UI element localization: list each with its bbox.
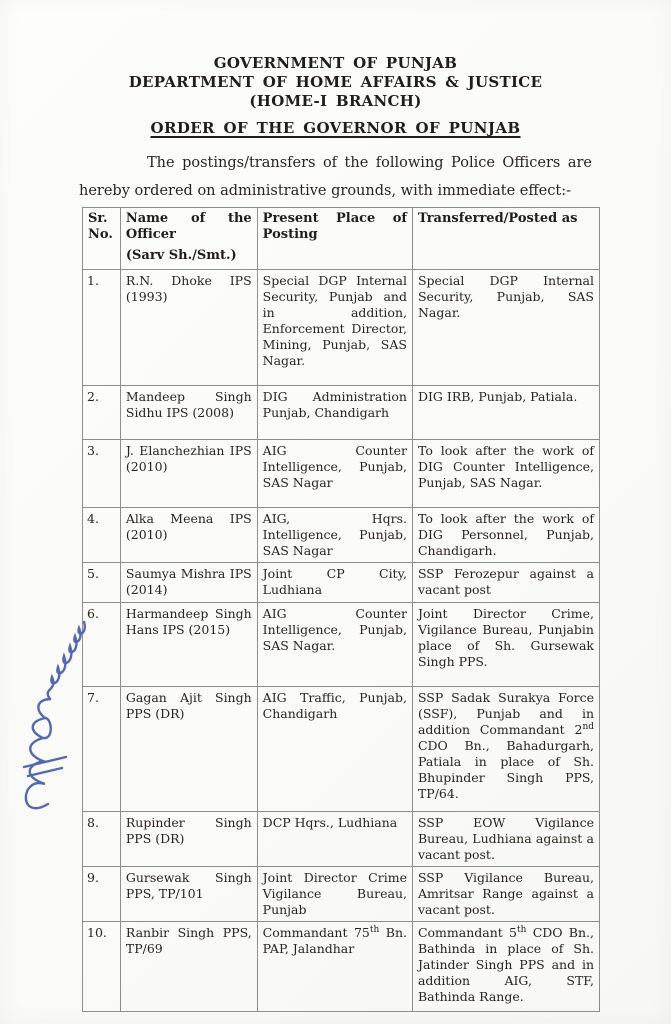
sr-no-cell: 10. xyxy=(83,922,121,1012)
present-posting-cell: DCP Hqrs., Ludhiana xyxy=(257,812,412,867)
officer-name-cell: Ranbir Singh PPS, TP/69 xyxy=(120,922,257,1012)
transferred-posted-cell: SSP EOW Vigilance Bureau, Ludhiana against a vacant post. xyxy=(412,812,599,867)
transferred-posted-cell: SSP Vigilance Bureau, Amritsar Range against a vacant post. xyxy=(412,867,599,922)
transferred-posted-cell: Joint Director Crime, Vigilance Bureau, Punjabin place of Sh. Gursewak Singh PPS. xyxy=(412,603,599,687)
present-posting-cell: AIG Counter Intelligence, Punjab, SAS Nagar xyxy=(257,440,412,508)
officer-name-cell: Alka Meena IPS (2010) xyxy=(120,508,257,563)
header-officer-name-subheader: (Sarv Sh./Smt.) xyxy=(125,248,237,263)
header-present-posting: Present Place of Posting xyxy=(257,208,412,270)
table-row xyxy=(83,563,600,603)
officer-name-cell: Gursewak Singh PPS, TP/101 xyxy=(120,867,257,922)
table-row xyxy=(83,603,600,687)
sr-no-cell: 2. xyxy=(83,386,121,440)
officer-name-cell: Saumya Mishra IPS (2014) xyxy=(120,563,257,603)
table-row xyxy=(83,687,600,812)
department-title: DEPARTMENT OF HOME AFFAIRS & JUSTICE xyxy=(128,73,543,91)
transfer-table-body xyxy=(83,270,600,1012)
sr-no-cell: 3. xyxy=(83,440,121,508)
table-row xyxy=(83,922,600,1012)
present-posting-cell: DIG Administration Punjab, Chandigarh xyxy=(257,386,412,440)
present-posting-cell: Special DGP Internal Security, Punjab and in addition, Enforcement Director, Mining, Punjab, SAS Nagar. xyxy=(257,270,412,386)
table-row xyxy=(83,386,600,440)
present-posting-cell: AIG, Hqrs. Intelligence, Punjab, SAS Nagar xyxy=(257,508,412,563)
transferred-posted-cell: DIG IRB, Punjab, Patiala. xyxy=(412,386,599,440)
table-row xyxy=(83,812,600,867)
header-officer-name xyxy=(120,208,257,270)
header-officer-name-label: Name of the Officer xyxy=(125,211,252,242)
officer-name-cell: J. Elanchezhian IPS (2010) xyxy=(120,440,257,508)
sr-no-cell: 6. xyxy=(83,603,121,687)
sr-no-cell: 5. xyxy=(83,563,121,603)
transfer-table xyxy=(82,207,600,1012)
present-posting-cell: Commandant 75th Bn. PAP, Jalandhar xyxy=(257,922,412,1012)
transferred-posted-cell: SSP Ferozepur against a vacant post xyxy=(412,563,599,603)
transferred-posted-cell: Commandant 5th CDO Bn., Bathinda in place of Sh. Jatinder Singh PPS and in addition AIG, STF, Bathinda Range. xyxy=(412,922,599,1012)
header-transferred-posted: Transferred/Posted as xyxy=(412,208,599,270)
present-posting-cell: AIG Traffic, Punjab, Chandigarh xyxy=(257,687,412,812)
table-row xyxy=(83,508,600,563)
order-title: ORDER OF THE GOVERNOR OF PUNJAB xyxy=(150,119,521,137)
branch-title: (HOME-I BRANCH) xyxy=(249,92,422,110)
transferred-posted-cell: To look after the work of DIG Personnel, Punjab, Chandigarh. xyxy=(412,508,599,563)
present-posting-cell: Joint CP City, Ludhiana xyxy=(257,563,412,603)
intro-paragraph: The postings/transfers of the following Police Officers are hereby ordered on administrative grounds, with immediate effect:- xyxy=(79,155,592,199)
sr-no-cell: 7. xyxy=(83,687,121,812)
officer-name-cell: Mandeep Singh Sidhu IPS (2008) xyxy=(120,386,257,440)
officer-name-cell: Harmandeep Singh Hans IPS (2015) xyxy=(120,603,257,687)
document-header xyxy=(0,0,671,137)
sr-no-cell: 4. xyxy=(83,508,121,563)
present-posting-cell: Joint Director Crime Vigilance Bureau, Punjab xyxy=(257,867,412,922)
officer-name-cell: Rupinder Singh PPS (DR) xyxy=(120,812,257,867)
government-title: GOVERNMENT OF PUNJAB xyxy=(213,54,458,72)
officer-name-cell: R.N. Dhoke IPS (1993) xyxy=(120,270,257,386)
table-row xyxy=(83,867,600,922)
transferred-posted-cell: Special DGP Internal Security, Punjab, SAS Nagar. xyxy=(412,270,599,386)
present-posting-cell: AIG Counter Intelligence, Punjab, SAS Nagar. xyxy=(257,603,412,687)
sr-no-cell: 1. xyxy=(83,270,121,386)
table-row xyxy=(83,440,600,508)
sr-no-cell: 9. xyxy=(83,867,121,922)
officer-name-cell: Gagan Ajit Singh PPS (DR) xyxy=(120,687,257,812)
transferred-posted-cell: SSP Sadak Surakya Force (SSF), Punjab and in addition Commandant 2nd CDO Bn., Bahadurgarh, Patiala in place of Sh. Bhupinder Singh PPS, TP/64. xyxy=(412,687,599,812)
header-row xyxy=(83,208,600,270)
table-row xyxy=(83,270,600,386)
sr-no-cell: 8. xyxy=(83,812,121,867)
header-sr-no: Sr. No. xyxy=(83,208,121,270)
transfer-table-head xyxy=(83,208,600,270)
transferred-posted-cell: To look after the work of DIG Counter Intelligence, Punjab, SAS Nagar. xyxy=(412,440,599,508)
